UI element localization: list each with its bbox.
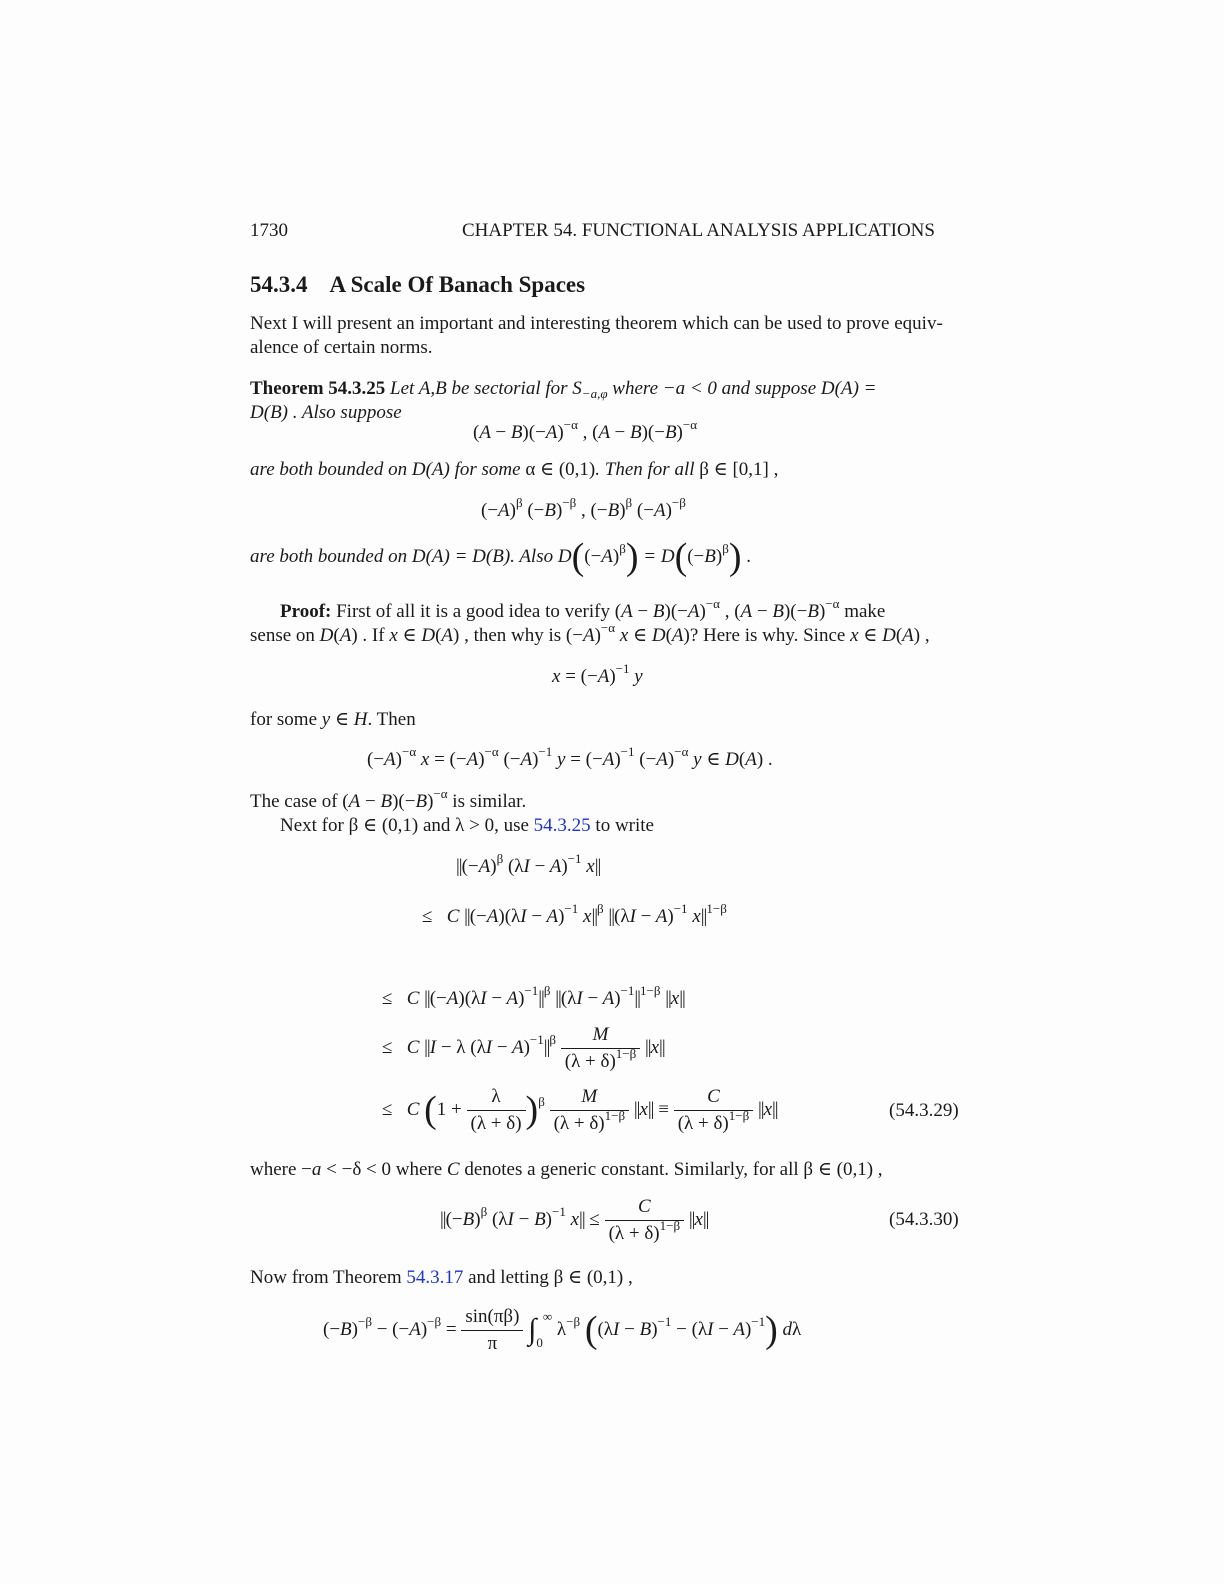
- proof-line-1: Proof: First of all it is a good idea to verify $(A - B)(-A)^{-\alpha}$ , $(A - B)(-B)^{-\alpha}$ make: [280, 596, 886, 622]
- proof-label: Proof:: [280, 601, 332, 622]
- ineq-line-5: ≤ C (1 + $\frac{\lambda}{(\lambda + \delta)}$ )$^\beta$ $\frac{M}{(\lambda + \delta)^{1-\beta}}$ ||x|| ≡ $\frac{C}{(\lambda + \delta)^{1-\beta}}$ ||x||: [382, 1086, 778, 1134]
- theorem-label: Theorem 54.3.25: [250, 378, 386, 399]
- display-B-estimate: $||(-B)^\beta$ $(\lambda I - B)^{-1}$ x|| ≤ $\frac{C}{(\lambda + \delta)^{1-\beta}}$ ||x||: [440, 1196, 709, 1244]
- proof-line-6: where −a < −δ < 0 where C denotes a generic constant. Similarly, for all β ∈ (0,1) ,: [250, 1159, 883, 1180]
- proof-line-2: sense on D(A) . If x ∈ D(A) , then why is $(-A)^{-\alpha}$ x ∈ D(A)? Here is why. Since x ∈ D(A) ,: [250, 620, 930, 646]
- section-title: A Scale Of Banach Spaces: [329, 272, 586, 297]
- section-number: 54.3.4: [250, 272, 308, 297]
- ref-theorem-54-3-25[interactable]: 54.3.25: [533, 815, 591, 836]
- proof-line-4: The case of $(A - B)(-B)^{-\alpha}$ is similar.: [250, 786, 527, 812]
- display-x-eq: $x = (-A)^{-1}$ y: [552, 661, 643, 687]
- theorem-display-2: $(-A)^\beta$ $(-B)^{-\beta}$ , $(-B)^\beta$ $(-A)^{-\beta}$: [481, 495, 686, 521]
- theorem-display-1: $(A - B)(-A)^{-\alpha}$ , $(A - B)(-B)^{-\alpha}$: [473, 417, 698, 443]
- ineq-line-1: $||(-A)^\beta$ $(\lambda I - A)^{-1}$ x||: [456, 851, 601, 877]
- ineq-line-4: ≤ C ||I − λ $(\lambda I - A)^{-1}||^\beta$ $\frac{M}{(\lambda + \delta)^{1-\beta}}$ ||x||: [382, 1024, 665, 1072]
- proof-line-3: for some y ∈ H. Then: [250, 709, 416, 730]
- ineq-line-3: ≤ C $||(-A)(\lambda I - A)^{-1}||^\beta$ $||(\lambda I - A)^{-1}||^{1-\beta}$ ||x||: [382, 983, 685, 1009]
- proof-line-7: Now from Theorem 54.3.17 and letting β ∈ (0,1) ,: [250, 1267, 633, 1288]
- running-title: CHAPTER 54. FUNCTIONAL ANALYSIS APPLICATIONS: [462, 220, 935, 241]
- intro-line-2: alence of certain norms.: [250, 337, 433, 358]
- display-commute: $(-A)^{-\alpha}$ $x = (-A)^{-\alpha}$ $(-A)^{-1}$ $y = (-A)^{-1}$ $(-A)^{-\alpha}$ y ∈ D(A) .: [367, 744, 773, 770]
- theorem-line-2: D(B) . Also suppose: [250, 402, 402, 423]
- theorem-line-4: are both bounded on D(A) = D(B). Also $D((-A)^\beta) = D((-B)^\beta)$ .: [250, 536, 751, 578]
- equation-number-30: (54.3.30): [889, 1209, 959, 1230]
- theorem-line-3: are both bounded on D(A) for some α ∈ (0,1). Then for all β ∈ [0,1] ,: [250, 459, 779, 480]
- display-integral: $(-B)^{-\beta} - (-A)^{-\beta}$ = $\frac{\sin(\pi\beta)}{\pi}$ $\int_0^\infty$ $\lambda^{-\beta}$ $((\lambda I - B)^{-1} - (\lambda I - A)^{-1})$ dλ: [323, 1306, 802, 1354]
- intro-line-1: Next I will present an important and interesting theorem which can be used to prove equiv-: [250, 313, 943, 334]
- section-heading: [250, 270, 585, 300]
- page-number: 1730: [250, 220, 288, 241]
- theorem-line-1: Theorem 54.3.25 Let A,B be sectorial for $S_{-a,\varphi}$ where −a < 0 and suppose D(A) =: [250, 378, 877, 401]
- ineq-line-2: ≤ C $||(-A)(\lambda I - A)^{-1}$ $x||^\beta$ $||(\lambda I - A)^{-1}$ $x||^{1-\beta}$: [422, 901, 727, 927]
- equation-number-29: (54.3.29): [889, 1100, 959, 1121]
- proof-line-5: Next for β ∈ (0,1) and λ > 0, use 54.3.25 to write: [280, 815, 654, 836]
- ref-theorem-54-3-17[interactable]: 54.3.17: [406, 1267, 464, 1288]
